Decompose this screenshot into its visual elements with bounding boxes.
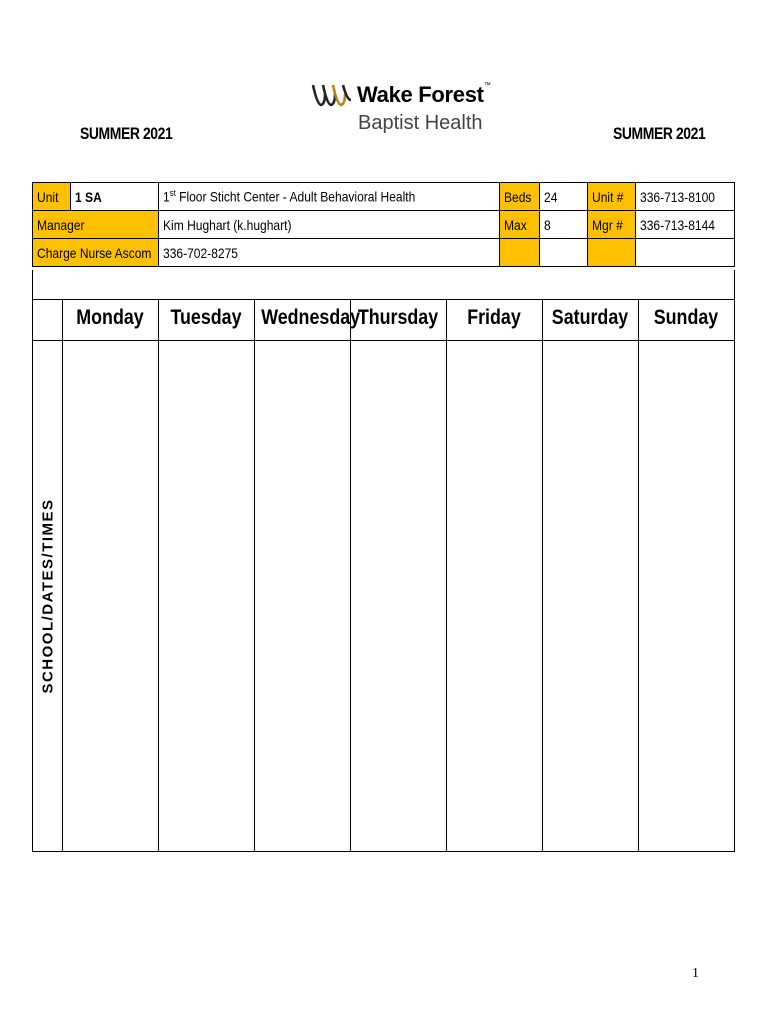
school-dates-times-label-cell — [33, 341, 62, 851]
manager-number-value: 336-713-8144 — [636, 211, 735, 239]
day-header-sunday: Sunday — [653, 306, 719, 329]
manager-label: Manager — [33, 211, 159, 239]
wfbh-logo-icon — [311, 82, 355, 108]
unit-label: Unit — [33, 183, 71, 211]
page-number: 1 — [692, 966, 699, 981]
max-label: Max — [500, 211, 540, 239]
column-divider — [158, 299, 159, 851]
column-divider — [350, 299, 351, 851]
column-divider — [638, 299, 639, 851]
beds-label: Beds — [500, 183, 540, 211]
logo-name: Wake Forest™ — [357, 82, 491, 107]
column-divider — [254, 299, 255, 851]
day-header-wednesday: Wednesday — [261, 306, 361, 329]
empty-yellow-cell — [588, 239, 636, 267]
day-header-monday: Monday — [76, 306, 144, 329]
empty-cell — [540, 239, 588, 267]
info-row-manager — [33, 211, 735, 239]
location-value: 1st Floor Sticht Center - Adult Behavioral Health — [159, 183, 500, 211]
info-row-unit — [33, 183, 735, 211]
unit-info-table — [32, 182, 735, 267]
column-divider — [542, 299, 543, 851]
max-value: 8 — [540, 211, 588, 239]
day-header-thursday: Thursday — [357, 306, 439, 329]
day-header-tuesday: Tuesday — [170, 306, 242, 329]
charge-nurse-value: 336-702-8275 — [159, 239, 500, 267]
unit-number-value: 336-713-8100 — [636, 183, 735, 211]
season-right: SUMMER 2021 — [613, 124, 706, 143]
blank-row — [32, 270, 735, 300]
weekly-schedule-grid — [32, 299, 735, 852]
unit-value: 1 SA — [71, 183, 159, 211]
day-header-saturday: Saturday — [551, 306, 629, 329]
wake-forest-logo — [311, 82, 491, 142]
manager-value: Kim Hughart (k.hughart) — [159, 211, 500, 239]
empty-yellow-cell — [500, 239, 540, 267]
manager-number-label: Mgr # — [588, 211, 636, 239]
charge-nurse-label: Charge Nurse Ascom — [33, 239, 159, 267]
day-header-friday: Friday — [467, 306, 521, 329]
school-dates-times-label: SCHOOL/DATES/TIMES — [39, 498, 56, 694]
beds-value: 24 — [540, 183, 588, 211]
season-left: SUMMER 2021 — [80, 124, 173, 143]
column-divider — [446, 299, 447, 851]
empty-cell — [636, 239, 735, 267]
unit-number-label: Unit # — [588, 183, 636, 211]
info-row-charge — [33, 239, 735, 267]
column-divider — [62, 299, 63, 851]
header-divider — [33, 340, 734, 341]
logo-subtitle: Baptist Health — [358, 112, 483, 134]
